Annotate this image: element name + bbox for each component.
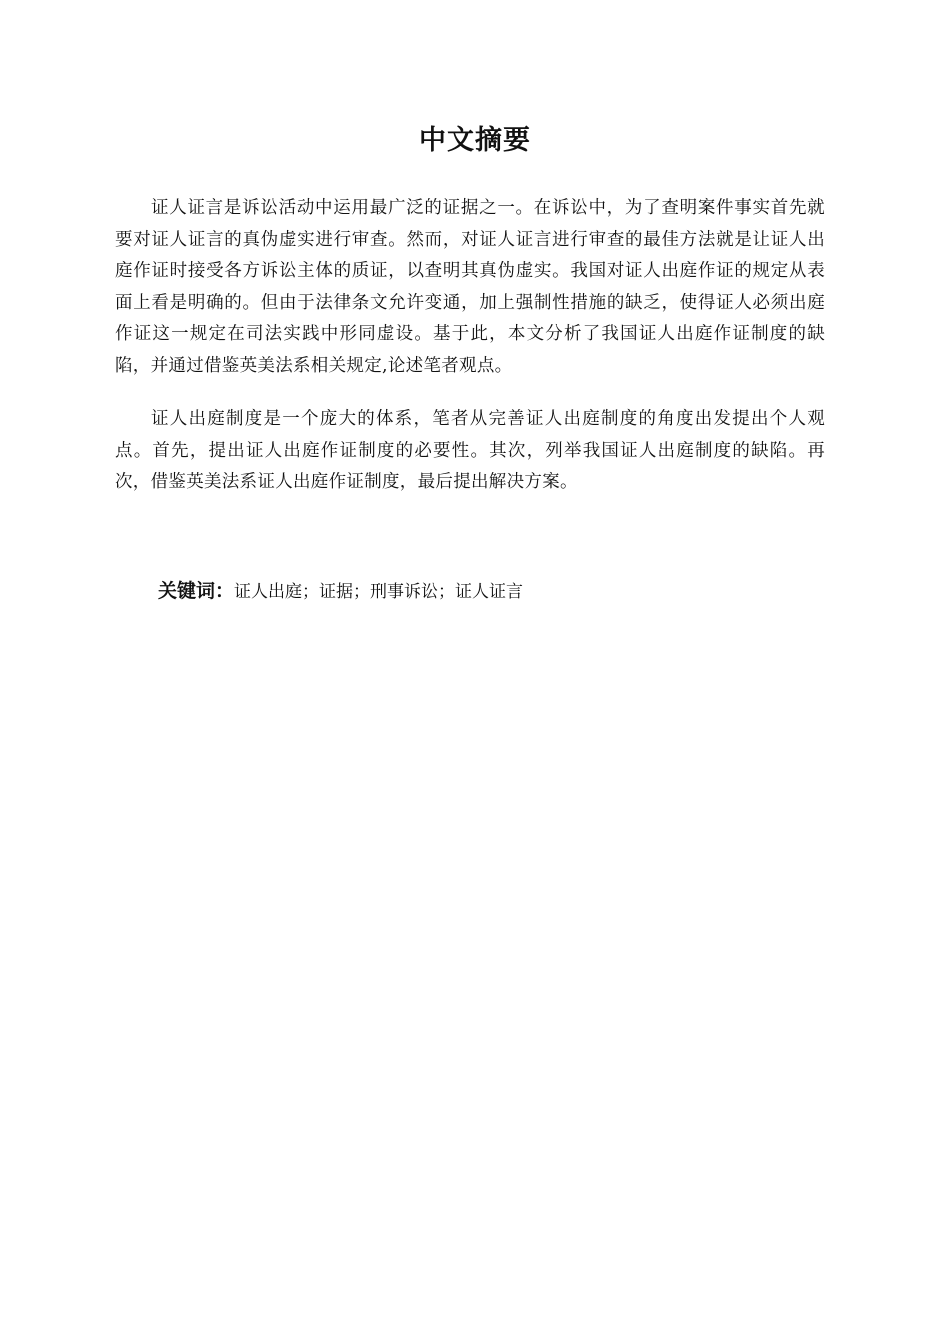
abstract-paragraph-1: 证人证言是诉讼活动中运用最广泛的证据之一。在诉讼中，为了查明案件事实首先就要对证人证言的真伪虚实进行审查。然而，对证人证言进行审查的最佳方法就是让证人出庭作证时接受各方诉讼主体的质证，以查明其真伪虚实。我国对证人出庭作证的规定从表面上看是明确的。但由于法律条文允许变通，加上强制性措施的缺乏，使得证人必须出庭作证这一规定在司法实践中形同虚设。基于此，本文分析了我国证人出庭作证制度的缺陷，并通过借鉴英美法系相关规定,论述笔者观点。: [115, 198, 825, 376]
page-title: 中文摘要: [419, 125, 531, 156]
abstract-paragraph-2: 证人出庭制度是一个庞大的体系，笔者从完善证人出庭制度的角度出发提出个人观点。首先，提出证人出庭作证制度的必要性。其次，列举我国证人出庭制度的缺陷。再次，借鉴英美法系证人出庭作证制度，最后提出解决方案。: [115, 409, 825, 492]
keywords-line: [158, 576, 523, 607]
keywords-label: 关键词：: [158, 580, 235, 602]
keywords-values: 证人出庭；证据；刑事诉讼；证人证言: [234, 582, 524, 602]
